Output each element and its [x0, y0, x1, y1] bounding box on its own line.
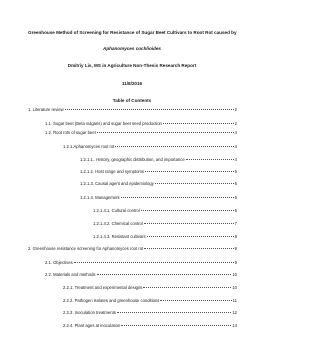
toc-entry-label: 1.2.1.1.. History, geographic distribution, and importance — [80, 157, 185, 162]
toc-entry-page: 5 — [234, 169, 237, 174]
toc-entry[interactable] — [45, 260, 237, 266]
toc-leader-dots — [121, 197, 234, 198]
toc-entry-label: 1.1. Sugar beet (Beta vulgaris) and sugar beet seed production — [45, 121, 162, 126]
toc-entry[interactable] — [80, 195, 237, 201]
toc-leader-dots — [121, 325, 231, 326]
toc-entry-label: 2.2.3. Inoculation treatments — [63, 310, 116, 315]
toc-entry[interactable] — [63, 323, 237, 329]
toc-entry-label: 1.2.1.Aphanomyces root rot — [63, 144, 115, 149]
toc-entry[interactable] — [93, 221, 237, 227]
toc-entry-label: 2.2. Materials and methods — [45, 272, 96, 277]
toc-entry-label: 1.2.1.4.2. Chemical control — [93, 221, 143, 226]
toc-entry[interactable] — [63, 285, 237, 291]
toc-entry-page: 9 — [234, 260, 237, 265]
toc-entry-page: 14 — [232, 323, 237, 328]
toc-entry-label: 1.2.1.2. Host range and symptoms — [80, 169, 145, 174]
toc-entry[interactable] — [45, 130, 237, 136]
toc-leader-dots — [74, 262, 234, 263]
toc-entry-page: 11 — [232, 298, 237, 303]
toc-leader-dots — [97, 274, 232, 275]
toc-entry[interactable] — [80, 181, 237, 187]
toc-leader-dots — [144, 223, 234, 224]
toc-entry-label: 1.2. Root rots of sugar beet — [45, 130, 96, 135]
toc-leader-dots — [97, 132, 234, 133]
toc-entry[interactable] — [28, 107, 237, 113]
toc-entry-label: 2.2.1. Treatment and experimental designs — [63, 285, 143, 290]
toc-entry-page: 10 — [232, 285, 237, 290]
report-title: Greenhouse Method of Screening for Resistance of Sugar Beet Cultivars to Root Rot caused by — [28, 30, 237, 35]
toc-entry-page: 2 — [234, 107, 237, 112]
toc-entry-label: 1. Literature review — [28, 107, 64, 112]
toc-entry-page: 12 — [232, 310, 237, 315]
toc-entry[interactable] — [45, 121, 237, 127]
toc-entry-page: 4 — [234, 157, 237, 162]
toc-entry-page: 6 — [234, 195, 237, 200]
toc-entry[interactable] — [93, 208, 237, 214]
toc-leader-dots — [160, 300, 231, 301]
toc-entry[interactable] — [80, 169, 237, 175]
toc-leader-dots — [117, 312, 231, 313]
pathogen-name: Aphanomyces cochlioides — [103, 46, 161, 51]
toc-leader-dots — [115, 146, 233, 147]
report-date: 11/8/2016 — [121, 81, 143, 86]
toc-leader-dots — [155, 183, 234, 184]
toc-entry-label: 1.2.1.4.1. Cultural control — [93, 208, 140, 213]
toc-entry-page: 10 — [232, 272, 237, 277]
toc-entry-page: 8 — [234, 234, 237, 239]
toc-leader-dots — [65, 109, 234, 110]
toc-leader-dots — [186, 159, 234, 160]
toc-leader-dots — [145, 171, 234, 172]
toc-entry-page: 4 — [234, 144, 237, 149]
toc-entry[interactable] — [63, 298, 237, 304]
toc-entry-page: 6 — [234, 181, 237, 186]
toc-entry[interactable] — [63, 144, 237, 150]
toc-entry[interactable] — [45, 272, 237, 278]
toc-entry-label: 2.2.4. Plant ages at inoculation — [63, 323, 121, 328]
toc-heading: Table of Contents — [112, 98, 152, 103]
toc-entry[interactable] — [28, 246, 237, 252]
author-line: Dmitriy Lis, MS in Agriculture Non-Thesis Research Report — [67, 63, 197, 68]
toc-entry[interactable] — [63, 310, 237, 316]
toc-entry-page: 6 — [234, 208, 237, 213]
toc-entry-label: 1.2.1.3. Causal agent and epidemiology — [80, 181, 154, 186]
toc-entry-label: 1.2.1.4.3. Resistant cultivars — [93, 234, 146, 239]
toc-leader-dots — [147, 236, 234, 237]
toc-entry[interactable] — [80, 157, 237, 163]
toc-entry-label: 2.1. Objectives — [45, 260, 73, 265]
toc-entry-page: 7 — [234, 221, 237, 226]
toc-entry-label: 2. Greenhouse resistance screening for Aphanomyces root rot — [28, 246, 144, 251]
toc-leader-dots — [141, 210, 234, 211]
toc-leader-dots — [143, 287, 231, 288]
toc-entry-page: 9 — [234, 246, 237, 251]
toc-entry-page: 2 — [234, 121, 237, 126]
toc-entry-label: 2.2.2. Pathogen isolates and greenhouse conditions — [63, 298, 160, 303]
toc-leader-dots — [144, 248, 233, 249]
toc-entry-page: 4 — [234, 130, 237, 135]
toc-entry[interactable] — [93, 234, 237, 240]
toc-entry-label: 1.2.1.4. Management — [80, 195, 120, 200]
toc-leader-dots — [163, 123, 234, 124]
